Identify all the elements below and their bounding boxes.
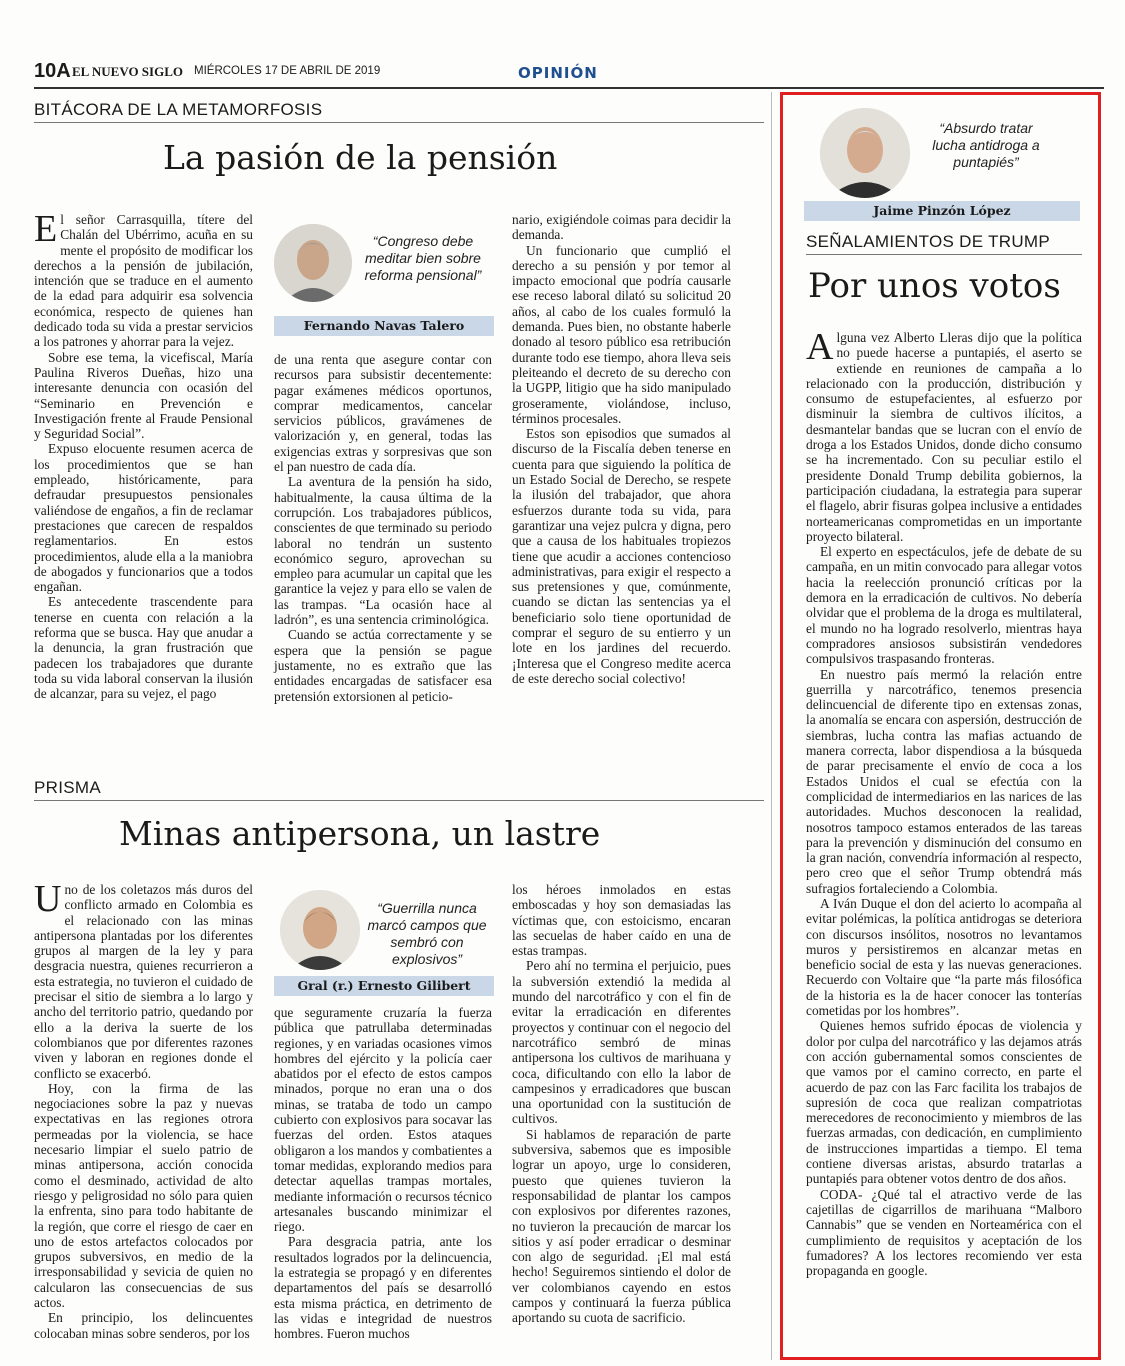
dropcap: E xyxy=(34,208,58,250)
article3-kicker-rule xyxy=(806,254,1082,255)
article3-para: A Iván Duque el don del acierto lo acompaña al evitar polémicas, la política antidrogas se deteriora con discursos insólitos, nosotros no levantamos muros y persistiremos en alcanzar metas en beneficio social de esta y las nuevas generaciones. Recuerdo con Voltaire que “la parte más filosófica de la historia es la de hacer conocer las tonterías cometidas por los hombres”. xyxy=(806,895,1082,1019)
article2-para: Para desgracia patria, ante los resultados logrados por la delincuencia, la estrategia se propagó y en diferentes departamentos del país se desarrolló esta misma práctica, en detrimento de las vidas e integridad de nuestros hombres. Fueron muchos xyxy=(274,1234,492,1342)
masthead-rule xyxy=(34,87,1104,89)
article3-pull-quote: “Absurdo tratar lucha antidroga a puntapiés” xyxy=(932,120,1040,170)
article1-para: Sobre ese tema, la vicefiscal, María Paulina Riveros Dueñas, hizo una interesante denuncia con ocasión del “Seminario en Prevención e Investigación frente al Fraude Pensional y Seguridad Social”. xyxy=(34,349,253,442)
article2-para: Si hablamos de reparación de parte subversiva, sabemos que es imposible lograr un apoyo, urge lo consideren, puesto que quienes tuvieron la responsabilidad de plantar los campos con explosivos por diferentes razones, no tuvieron la precaución de marcar los sitios y así poder erradicar o desminar con algo de seguridad. ¡El mal está hecho! Seguiremos sintiendo el dolor de ver colombianos cayendo en estos campos y continuará la fuerza pública aportando su cuota de sacrificio. xyxy=(512,1126,731,1326)
portrait-illustration xyxy=(280,890,360,970)
column-divider xyxy=(771,92,772,1360)
article3-para: En nuestro país mermó la relación entre guerrilla y narcotráfico, tenemos presencia delincuencial de diferente tipo en extensas zonas, la anomalía se encara con aspersión, destrucción de siembras, lucha contra las mafias actuando de manera correcta, labor dispendiosa a la búsqueda de parar precisamente el envío de coca a los Estados Unidos el cual se efectúa con la complicidad de intermediarios en las narices de las autoridades. Muchos desconocen la realidad, nosotros tampoco estamos enterados de las tareas para la prevención y disminución del consumo en la gran nación, convendría información al respecto, pero creo que el señor Trump obtendrá más sufragios fortaleciendo a Colombia. xyxy=(806,666,1082,896)
article2-column-1 xyxy=(34,878,253,1341)
article3-para: Alguna vez Alberto Lleras dijo que la política no puede hacerse a puntapiés, el aserto se extiende en reuniones de campaña a lo relacionado con la producción, distribución y consumo de estupefacientes, al esfuerzo por disminuir la siembra de cultivos ilícitos, a desmantelar bandas que se lucran con el envío de droga a los Estados Unidos, donde dicho consumo se ha incrementado. Con su peculiar estilo el presidente Donald Trump debilita gobiernos, la participación ciudadana, la estrategia para superar el flagelo, abrir fisuras golpea inclusive a entidades norteamericanas comprometidas en un importante proyecto bilateral. xyxy=(806,326,1082,544)
article1-para: Es antecedente trascendente para tenerse en cuenta con relación a la reforma que se busca. Hay que anudar a la denuncia, la gran frustración que padecen los trabajadores que durante toda su vida laboral conservan la ilusión de alcanzar, para su vejez, el pago xyxy=(34,594,253,702)
article3-title: Por unos votos xyxy=(808,266,1061,306)
article1-para: Un funcionario que cumplió el derecho a su pensión y por temor al impacto emocional que podría causarle ese receso laboral dilató su solicitud 20 años, al cabo de los cuales formuló la demanda. Pues bien, no obstante haberle donado al tesoro público esa retribución durante todo ese tiempo, ahora lleva seis pleiteando el decreto de su derecho con la UGPP, litigio que ha sido manipulado groseramente, violándose, incluso, términos procesales. xyxy=(512,242,731,426)
portrait-illustration xyxy=(820,108,910,198)
article1-para: Cuando se actúa correctamente y se espera que la pensión se pague justamente, no es extraño que las entidades encargadas de satisfacer esa pretensión extorsionen al peticio- xyxy=(274,627,492,704)
section-label: OPINIÓN xyxy=(518,64,598,82)
article2-kicker: PRISMA xyxy=(34,778,101,797)
article2-author-band: Gral (r.) Ernesto Gilibert xyxy=(274,976,494,996)
article1-para: La aventura de la pensión ha sido, habitualmente, la causa última de la corrupción. Los trabajadores públicos, conscientes de que terminado su periodo laboral no tendrán un sustento económico seguro, aprovechan su empleo para acumular un capital que les garantice la vejez y para ello se valen de las trampas. “La ocasión hace al ladrón”, es una sentencia criminológica. xyxy=(274,474,492,628)
article3-para: CODA- ¿Qué tal el atractivo verde de las cajetillas de cigarrillos de marihuana “Malboro Cannabis” que se venden en Norteamérica con el cumplimiento de requisitos y aceptación de los fumadores? A los lectores recomiendo ver esta propaganda en google. xyxy=(806,1186,1082,1279)
article2-column-3 xyxy=(512,882,731,1326)
article2-para: En principio, los delincuentes colocaban minas sobre senderos, por los xyxy=(34,1310,253,1341)
article1-kicker-rule xyxy=(34,122,764,123)
article3-kicker: SEÑALAMIENTOS DE TRUMP xyxy=(806,232,1051,251)
edition-date: MIÉRCOLES 17 DE ABRIL DE 2019 xyxy=(194,65,381,77)
author-portrait-gilibert xyxy=(280,890,360,970)
article2-kicker-rule xyxy=(34,800,764,801)
masthead xyxy=(34,60,1104,86)
article1-para: Estos son episodios que sumados al discurso de la Fiscalía deben tenerse en cuenta para que siguiendo la política de un Estado Social de Derecho, se respete la ilusión del trabajador, que ahora esfuerzos durante toda su vida, para garantizar una vejez pulcra y digna, pero que a causa de los habituales tropiezos tiene que acudir a acciones contencioso administrativas, para exigir el respecto a sus pretensiones y que, comúnmente, cuando se dictan las sentencias ya el beneficiario solo tiene oportunidad de comprar el seguro de su entierro y un lote en los jardines del recuerdo. ¡Interesa que el Congreso medite acerca de este derecho social colectivo! xyxy=(512,426,731,686)
article2-para: que seguramente cruzaría la fuerza pública que patrullaba determinadas regiones, y en variadas ocasiones vimos hombres del ejército y la policía caer abatidos por el efecto de estos campos minados, porque no eran una o dos minas, se trataba de todo un campo cubierto con explosivos para socavar las fuerzas del orden. Estos ataques obligaron a los mandos y combatientes a tomar medidas, explorando medios para detectar aquellas trampas mortales, mediante información o recursos técnico artesanales buscando minimizar el riego. xyxy=(274,1005,492,1235)
article2-para: los héroes inmolados en estas emboscadas y hoy son demasiadas las víctimas que, con estoicismo, encaran las secuelas de haber caído en una de estas trampas. xyxy=(512,882,731,959)
article1-kicker: BITÁCORA DE LA METAMORFOSIS xyxy=(34,100,323,119)
article1-column-1 xyxy=(34,208,253,702)
article1-title: La pasión de la pensión xyxy=(163,138,558,177)
article2-para: Hoy, con la firma de las negociaciones sobre la paz y nuevas expectativas en las regiones otrora permeadas por la violencia, se hace necesario limpiar el suelo patrio de minas antipersona, acción conocida como el desminado, actividad de alto riesgo y peligrosidad no sólo para quien la enfrenta, sino para todo habitante de la región, que corre el riesgo de caer en uno de estos artefactos colocados por grupos subversivos, en medio de la irresponsabilidad y sevicia de quien no calcularon las consecuencias de sus actos. xyxy=(34,1080,253,1311)
article3-column xyxy=(806,326,1082,1279)
article1-column-3 xyxy=(512,212,731,686)
page-number: 10A xyxy=(34,60,71,82)
article2-column-2 xyxy=(274,1005,492,1342)
article1-column-2 xyxy=(274,352,492,704)
article2-pull-quote: “Guerrilla nunca marcó campos que sembró con explosivos” xyxy=(367,900,487,967)
portrait-illustration xyxy=(274,224,352,302)
article3-author-band: Jaime Pinzón López xyxy=(804,201,1080,221)
article1-para: El señor Carrasquilla, títere del Chalán del Ubérrimo, acuña en su mente el propósito de modificar los derechos a la pensión de jubilación, intención que se traduce en el aumento de la edad para adquirir esa solvencia económica, respecto de quienes han dedicado toda su vida a prestar servicios a los patrones y ahorrar para la vejez. xyxy=(34,208,253,350)
article1-author-band: Fernando Navas Talero xyxy=(274,316,494,336)
article3-para: Quienes hemos sufrido épocas de violencia y dolor por culpa del narcotráfico y las dejamos atrás con acción gubernamental somos conscientes de que vamos por el camino correcto, en parte el acuerdo de paz con las Farc facilita los trabajos de supresión de coca que realizan compatriotas merecedores de reconocimiento y miembros de las fuerzas armadas, con dedicación, en cumplimiento de instrucciones impartidas a tiempo. El tema contiene diversas aristas, absurdo tratarlas a puntapiés para obtener votos dentro de dos años. xyxy=(806,1018,1082,1187)
author-portrait-pinzon xyxy=(820,108,910,198)
article1-para: nario, exigiéndole coimas para decidir la demanda. xyxy=(512,212,731,243)
paper-name: EL NUEVO SIGLO xyxy=(72,64,183,79)
dropcap: U xyxy=(34,878,62,920)
article2-title: Minas antipersona, un lastre xyxy=(119,814,601,853)
article1-pull-quote: “Congreso debe meditar bien sobre reforma pensional” xyxy=(364,233,482,283)
article2-para: Pero ahí no termina el perjuicio, pues la subversión extendió la medida al mundo del narcotráfico y con el fin de evitar la erradicación en diferentes proyectos y continuar con el negocio del narcotráfico sembró de minas antipersona los cultivos de marihuana y coca, dificultando con ello la labor de campesinos y erradicadores que buscan una oportunidad con la sustitución de cultivos. xyxy=(512,958,731,1127)
article1-para: de una renta que asegure contar con recursos para subsistir decentemente: pagar exámenes médicos oportunos, comprar medicamentos, cancelar servicios públicos, gravámenes de valorización y, en general, todas las exigencias extras y sorpresivas que son el pan nuestro de cada día. xyxy=(274,352,492,475)
dropcap: A xyxy=(806,326,834,368)
author-portrait-navas xyxy=(274,224,352,302)
article3-para: El experto en espectáculos, jefe de debate de su campaña, en un mitin convocado para allegar votos hacia la reelección pronunció críticas por la demora en la erradicación de cultivos. No debería olvidar que el problema de la droga es multilateral, el mundo no ha logrado resolverlo, mientras haya compradores ansiosos subsistirán vendedores compulsivos traspasando fronteras. xyxy=(806,544,1082,667)
article2-para: Uno de los coletazos más duros del conflicto armado en Colombia es el relacionado con las minas antipersona plantadas por los diferentes grupos al margen de la ley y para desgracia nuestra, quienes recurrieron a esta estrategia, no tuvieron el cuidado de precisar el sitio de siembra a lo largo y ancho del territorio patrio, quedando por ello a la deriva la suerte de los colombianos que por diferentes razones viven y laboran en regiones donde el conflicto se exacerbó. xyxy=(34,878,253,1081)
article1-para: Expuso elocuente resumen acerca de los procedimientos que se han empleado, históricamente, para defraudar presupuestos pensionales valiéndose de engaños, a fin de reclamar prestaciones que carecen de respaldos reglamentarios. En estos procedimientos, alude ella a la maniobra de abogados y funcionarios que a todos engañan. xyxy=(34,441,253,595)
